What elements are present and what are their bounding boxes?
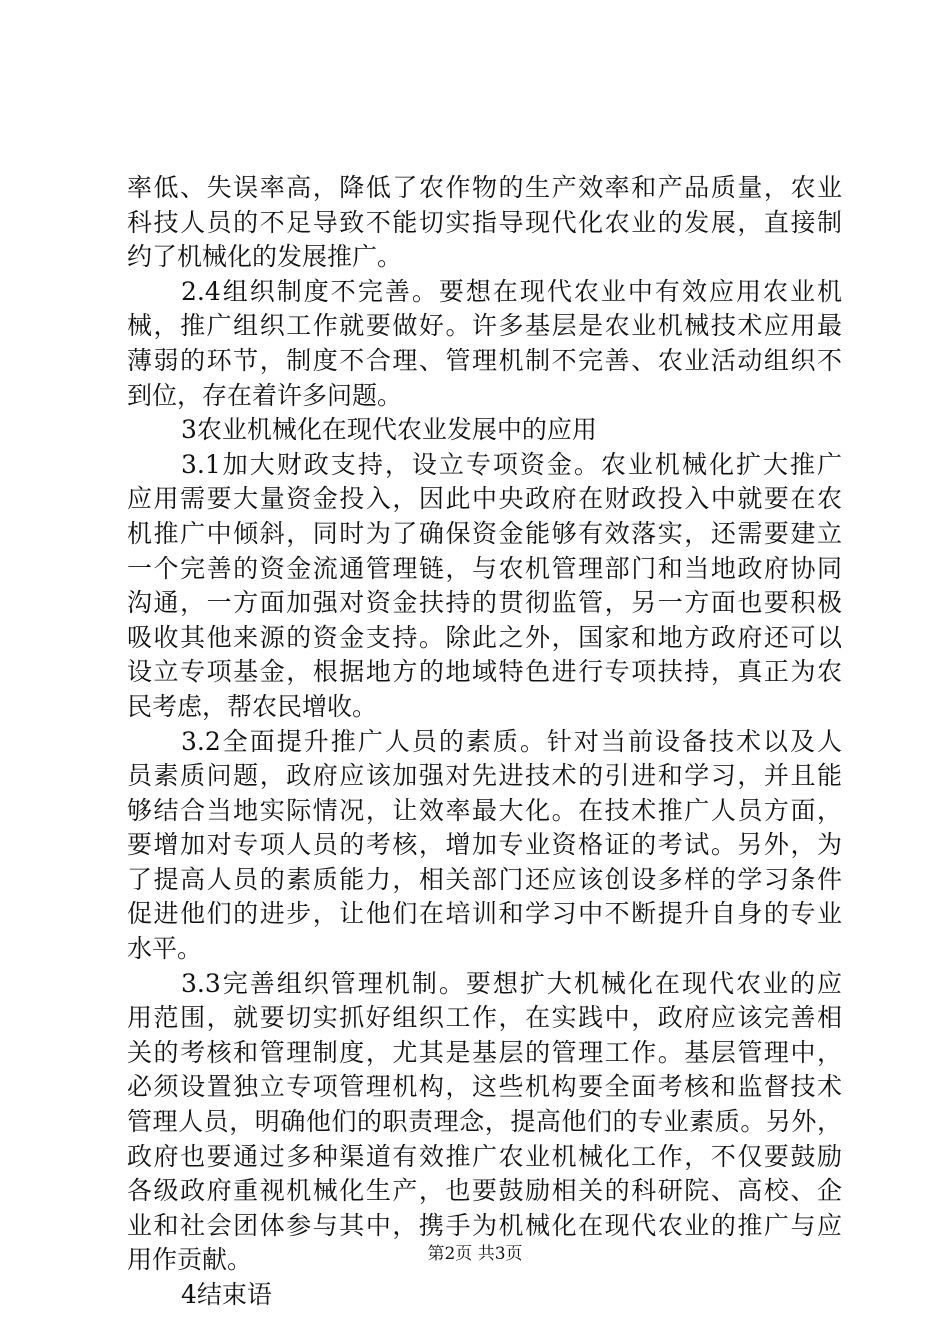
paragraph-line: 薄弱的环节，制度不合理、管理机制不完善、农业活动组织不: [127, 345, 842, 375]
paragraph-line: 科技人员的不足导致不能切实指导现代化农业的发展，直接制: [127, 207, 842, 237]
paragraph-line: 用范围，就要切实抓好组织工作，在实践中，政府应该完善相: [127, 1003, 842, 1033]
paragraph-line: 各级政府重视机械化生产，也要鼓励相关的科研院、高校、企: [127, 1176, 842, 1206]
paragraph-line: 3.1加大财政支持，设立专项资金。农业机械化扩大推广: [181, 449, 842, 479]
paragraph-line: 设立专项基金，根据地方的地域特色进行专项扶持，真正为农: [127, 657, 842, 687]
paragraph-line: 械，推广组织工作就要做好。许多基层是农业机械技术应用最: [127, 311, 842, 341]
paragraph-line: 到位，存在着许多问题。: [127, 380, 403, 410]
paragraph-line: 3.3完善组织管理机制。要想扩大机械化在现代农业的应: [181, 968, 842, 998]
paragraph-line: 3.2全面提升推广人员的素质。针对当前设备技术以及人: [181, 726, 842, 756]
paragraph-line: 用作贡献。: [127, 1245, 253, 1275]
page-footer: [0, 1243, 950, 1265]
paragraph-line: 率低、失误率高，降低了农作物的生产效率和产品质量，农业: [127, 173, 842, 202]
paragraph-line: 必须设置独立专项管理机构，这些机构要全面考核和监督技术: [127, 1072, 842, 1102]
paragraph-line: 促进他们的进步，让他们在培训和学习中不断提升自身的专业: [127, 899, 842, 929]
paragraph-line: 机推广中倾斜，同时为了确保资金能够有效落实，还需要建立: [127, 518, 842, 548]
paragraph-line: 吸收其他来源的资金支持。除此之外，国家和地方政府还可以: [127, 622, 842, 652]
paragraph-line: 了提高人员的素质能力，相关部门还应该创设多样的学习条件: [127, 864, 842, 894]
paragraph-line: 关的考核和管理制度，尤其是基层的管理工作。基层管理中，: [127, 1037, 842, 1067]
paragraph-line: 一个完善的资金流通管理链，与农机管理部门和当地政府协同: [127, 553, 842, 583]
document-body: [127, 171, 842, 1313]
paragraph-line: 政府也要通过多种渠道有效推广农业机械化工作，不仅要鼓励: [127, 1141, 842, 1171]
paragraph-line: 民考虑，帮农民增收。: [127, 691, 378, 721]
paragraph-line: 员素质问题，政府应该加强对先进技术的引进和学习，并且能: [127, 761, 842, 791]
paragraph-line: 约了机械化的发展推广。: [127, 242, 403, 272]
paragraph-line: 沟通，一方面加强对资金扶持的贯彻监管，另一方面也要积极: [127, 588, 842, 618]
paragraph-line: 应用需要大量资金投入，因此中央政府在财政投入中就要在农: [127, 484, 842, 514]
paragraph-line: 够结合当地实际情况，让效率最大化。在技术推广人员方面，: [127, 795, 842, 825]
page-number-label: 第2页 共3页: [427, 1244, 523, 1264]
paragraph-line: 2.4组织制度不完善。要想在现代农业中有效应用农业机: [181, 276, 842, 306]
section-heading: 4结束语: [181, 1280, 272, 1309]
paragraph-line: 要增加对专项人员的考核，增加专业资格证的考试。另外，为: [127, 830, 842, 860]
paragraph-line: 管理人员，明确他们的职责理念，提高他们的专业素质。另外，: [127, 1107, 842, 1137]
paragraph-line: 业和社会团体参与其中，携手为机械化在现代农业的推广与应: [127, 1210, 842, 1240]
section-heading: 3农业机械化在现代农业发展中的应用: [181, 415, 597, 445]
paragraph-line: 水平。: [127, 934, 203, 964]
